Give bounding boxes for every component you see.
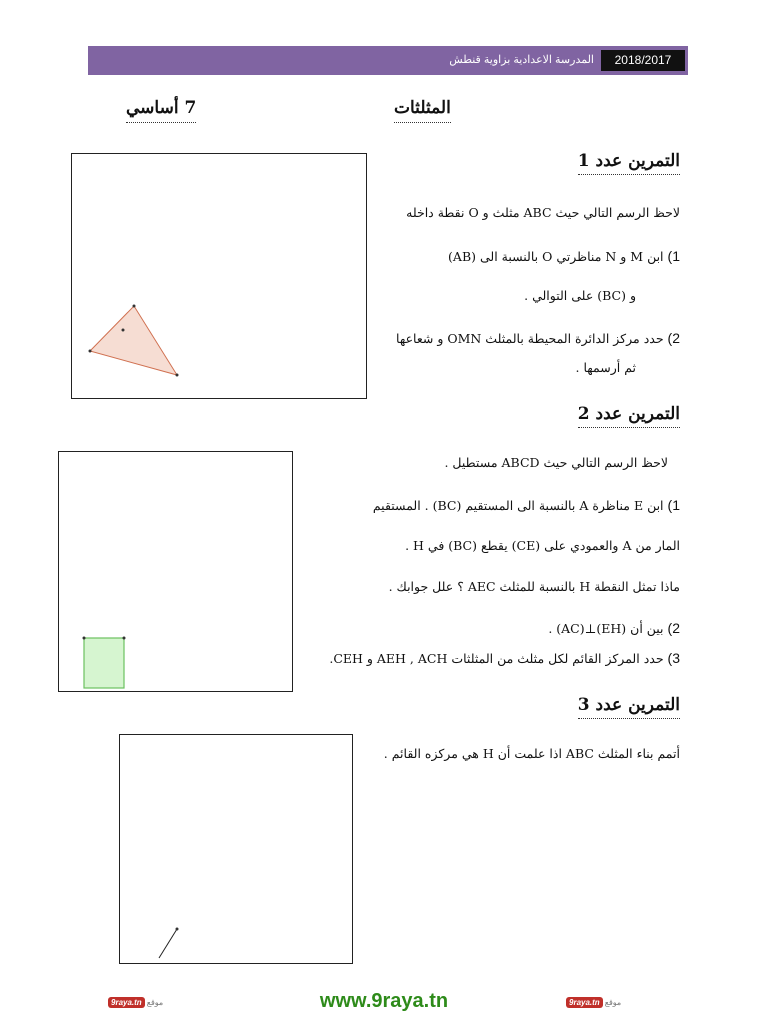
ex2-q1-line2: المار من A والعمودي على (CE) يقطع (BC) في H . [405,538,680,553]
footer-logo-right [566,995,624,1010]
ex2-q1-line1 [373,497,680,513]
footer-url[interactable]: www.9raya.tn [319,990,449,1012]
ex1-q2-number: 2) [667,330,680,346]
ex1-intro: لاحظ الرسم التالي حيث ABC مثلث و O نقطة داخله [406,205,680,220]
ex1-point-o [122,329,125,332]
ex2-rectangle-figure [59,452,292,691]
ex2-title: التمرين عدد 2 [578,404,680,428]
ex3-title: التمرين عدد 3 [578,695,680,719]
ex3-segment [159,929,177,958]
footer-logo-brand-right: 9raya.tn [566,997,603,1008]
ex1-q1-number: 1) [667,248,680,264]
ex1-point-c [176,374,179,377]
footer-logo-site-left: موقع [146,998,164,1007]
ex2-q3-number: 3) [667,650,680,666]
ex2-q3-text: حدد المركز القائم لكل مثلث من المثلثات AEH , ACH و CEH. [329,651,664,666]
ex2-q2-line1 [548,620,680,636]
ex1-q1-text: ابن M و N مناظرتي O بالنسبة الى (AB) [448,249,664,264]
footer-logo-brand-left: 9raya.tn [108,997,145,1008]
ex1-triangle-figure [72,154,366,398]
ex1-q1-line2: و (BC) على التوالي . [524,288,636,303]
ex3-figure-frame [119,734,353,964]
ex2-q2-text: بين أن (EH)⊥(AC) . [548,621,664,636]
level-title: 7 أساسي [126,98,196,123]
ex1-q2-line1 [396,330,680,346]
ex2-q3-line1 [329,650,680,666]
ex1-title: التمرين عدد 1 [578,151,680,175]
ex2-q1-text: ابن E مناظرة A بالنسبة الى المستقيم (BC) . المستقيم [372,498,664,513]
ex1-triangle [90,306,177,375]
ex1-q1-line1 [448,248,680,264]
ex2-q1-line3: ماذا تمثل النقطة H بالنسبة للمثلث AEC ؟ علل جوابك . [388,579,680,594]
ex1-q2-text: حدد مركز الدائرة المحيطة بالمثلث OMN و شعاعها [396,331,664,346]
ex3-point-h [176,928,179,931]
ex3-intro: أتمم بناء المثلث ABC اذا علمت أن H هي مركزه القائم . [383,746,680,761]
subject-title: المثلثات [394,98,451,123]
ex3-segment-figure [120,735,352,963]
header-band [88,46,688,75]
ex2-q1-number: 1) [667,497,680,513]
ex1-figure-frame [71,153,367,399]
ex1-point-a [89,350,92,353]
ex2-figure-frame [58,451,293,692]
ex2-point-b [123,637,126,640]
school-name: المدرسة الاعدادية بزاوية قنطش [449,54,594,66]
footer-logo-site-right: موقع [604,998,622,1007]
ex1-q2-line2: ثم أرسمها . [575,360,636,375]
ex2-point-a [83,637,86,640]
ex2-intro: لاحظ الرسم التالي حيث ABCD مستطيل . [444,455,668,470]
ex2-q2-number: 2) [667,620,680,636]
ex1-point-b [133,305,136,308]
ex2-rectangle [84,638,124,688]
school-year: 2018/2017 [601,50,685,71]
